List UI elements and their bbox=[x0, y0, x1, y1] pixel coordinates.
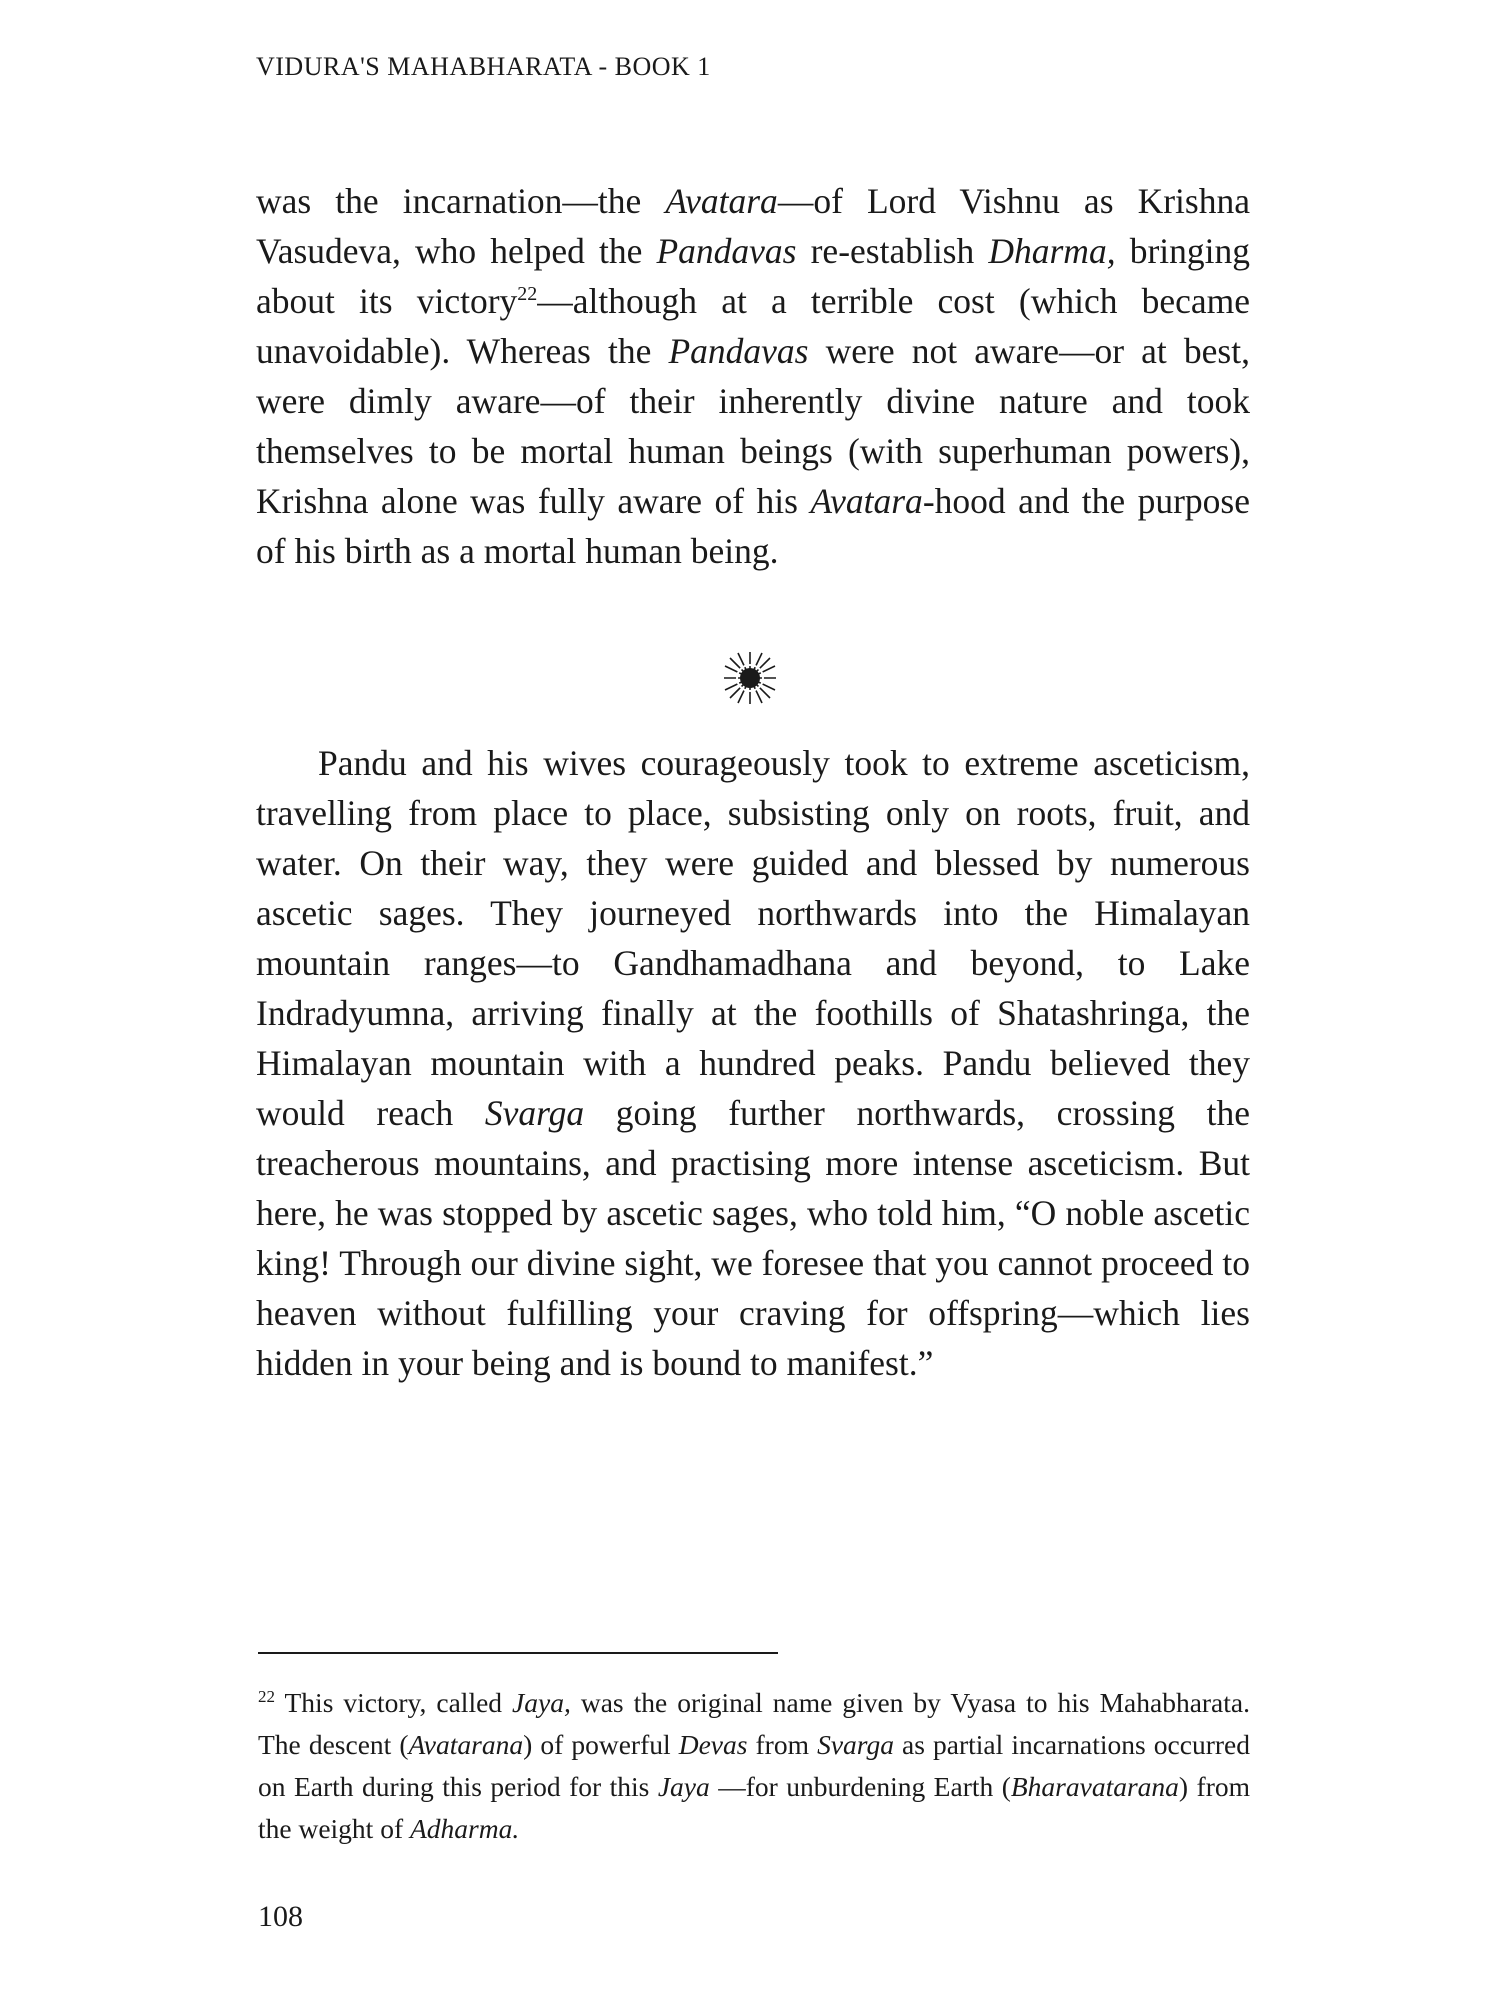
fn-italic-devas: Devas bbox=[678, 1729, 748, 1760]
running-head: VIDURA'S MAHABHARATA - BOOK 1 bbox=[256, 52, 711, 81]
fn-italic-bharavatarana: Bharavatarana bbox=[1010, 1771, 1179, 1802]
fn-text-5: as partial incarnations occurred on Earth during this period for this bbox=[258, 1729, 1250, 1802]
fn-italic-svarga: Svarga bbox=[817, 1729, 894, 1760]
para2-italic-svarga: Svarga bbox=[484, 1093, 585, 1133]
fn-text-7: ) from the weight of bbox=[258, 1771, 1250, 1844]
fn-italic-jaya: Jaya, bbox=[512, 1687, 571, 1718]
body-paragraph-2 bbox=[256, 738, 1250, 1388]
fn-text-3: ) of powerful bbox=[523, 1729, 679, 1760]
para2-text-2: going further northwards, crossing the treacherous mountains, and practising more intense asceticism. But here, he was stopped by ascetic sages, who told him, “O noble ascetic king! Through our divine sight, we foresee that you cannot proceed to heaven without fulfilling your craving for offspring—which lies hidden in your being and is bound to manifest.” bbox=[256, 1093, 1251, 1383]
fn-text-6: —for unburdening Earth ( bbox=[709, 1771, 1011, 1802]
footnote-divider bbox=[258, 1652, 778, 1654]
para1-text-1: was the incarnation—the bbox=[256, 181, 666, 221]
body-paragraph-1 bbox=[256, 176, 1250, 576]
page-number: 108 bbox=[258, 1900, 303, 1933]
fn-italic-adharma: Adharma. bbox=[409, 1813, 520, 1844]
fn-italic-jaya-2: Jaya bbox=[657, 1771, 710, 1802]
para1-text-7: -hood and the purpose of his birth as a mortal human being. bbox=[256, 481, 1250, 571]
section-break-sun-icon bbox=[722, 650, 778, 706]
footnote-reference: 22 bbox=[517, 283, 538, 306]
footnote-22 bbox=[258, 1682, 1250, 1850]
para1-text-5: —although at a terrible cost (which became unavoidable). Whereas the bbox=[256, 281, 1251, 371]
para1-text-3: re-establish bbox=[796, 231, 989, 271]
para1-text-6: were not aware—or at best, were dimly aware—of their inherently divine nature and took themselves to be mortal human beings (with superhuman powers), Krishna alone was fully aware of his bbox=[256, 331, 1250, 521]
para2-text-1: Pandu and his wives courageously took to extreme asceticism, travelling from place to place, subsisting only on roots, fruit, and water. On their way, they were guided and blessed by numerous ascetic sages. They journeyed northwards into the Himalayan mountain ranges—to Gandhamadhana and beyond, to Lake Indradyumna, arriving finally at the foothills of Shatashringa, the Himalayan mountain with a hundred peaks. Pandu believed they would reach bbox=[256, 743, 1250, 1133]
fn-text-1: This victory, called bbox=[275, 1687, 513, 1718]
fn-text-2: was the original name given by Vyasa to his Mahabharata. The descent ( bbox=[258, 1687, 1250, 1760]
para1-text-2: —of Lord Vishnu as Krishna Vasudeva, who helped the bbox=[256, 181, 1250, 271]
para1-italic-pandavas: Pandavas bbox=[656, 231, 797, 271]
fn-text-4: from bbox=[747, 1729, 818, 1760]
para1-italic-avatara-2: Avatara bbox=[810, 481, 923, 521]
para1-italic-pandavas-2: Pandavas bbox=[668, 331, 809, 371]
footnote-number: 22 bbox=[258, 1686, 275, 1706]
para1-italic-dharma: Dharma, bbox=[988, 231, 1116, 271]
para1-text-4: bringing about its victory bbox=[256, 231, 1250, 321]
para1-italic-avatara: Avatara bbox=[665, 181, 778, 221]
fn-italic-avatarana: Avatarana bbox=[408, 1729, 524, 1760]
